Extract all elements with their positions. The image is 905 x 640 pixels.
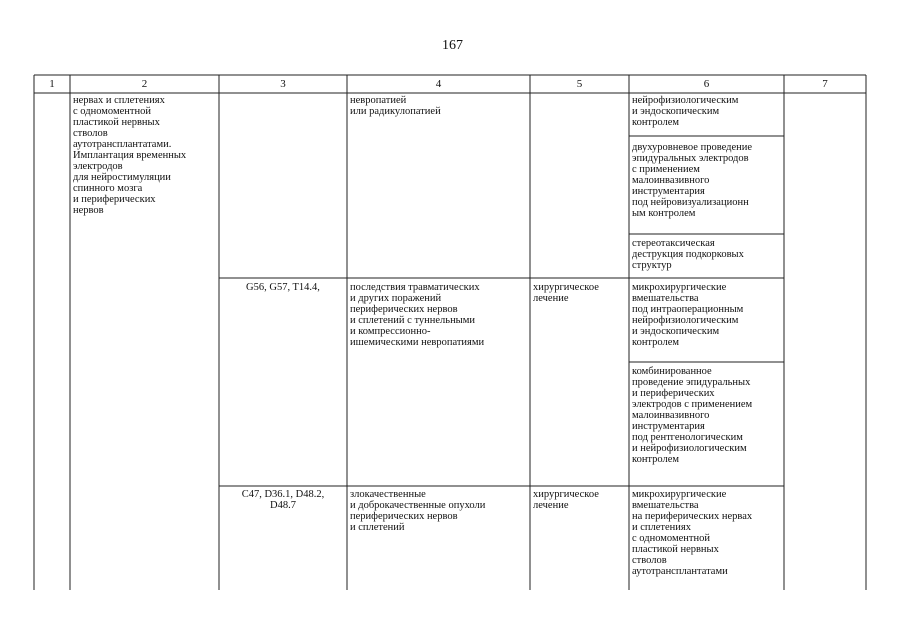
- header-col-4: 4: [435, 78, 442, 90]
- codes-cell: C47, D36.1, D48.2, D48.7: [241, 489, 325, 511]
- disease-cell: злокачественные и доброкачественные опухоли периферических нервов и сплетений: [350, 489, 486, 533]
- method-cell: нервах и сплетениях с одномоментной пластикой нервных стволов аутотрансплантатами. Имплантация временных электродов для нейростимуляции спинного мозга и периферических нервов: [73, 95, 187, 216]
- header-col-1: 1: [49, 78, 55, 90]
- surgery-cell: стереотаксическая деструкция подкорковых структур: [632, 238, 744, 271]
- header-col-6: 6: [703, 78, 710, 90]
- header-col-7: 7: [822, 78, 828, 90]
- disease-cell: последствия травматических и других поражений периферических нервов и сплетений с туннельными и компрессионно- ишемическими невропатиями: [350, 282, 485, 348]
- disease-cell: невропатией или радикулопатией: [350, 95, 441, 117]
- treatment-cell: хирургическое лечение: [533, 489, 599, 511]
- surgery-cell: комбинированное проведение эпидуральных и периферических электродов с применением малоинвазивного инструментария под рентгенологическим и нейрофизиологическим контролем: [632, 366, 753, 465]
- page-number: 167: [442, 38, 463, 53]
- treatment-cell: хирургическое лечение: [533, 282, 599, 304]
- surgery-cell: нейрофизиологическим и эндоскопическим контролем: [632, 95, 739, 128]
- header-col-3: 3: [280, 78, 286, 90]
- header-col-5: 5: [576, 78, 583, 90]
- header-col-2: 2: [141, 78, 148, 90]
- codes-cell: G56, G57, T14.4,: [246, 282, 320, 293]
- surgery-cell: микрохирургические вмешательства под интраоперационным нейрофизиологическим и эндоскопическим контролем: [632, 282, 744, 348]
- surgery-cell: микрохирургические вмешательства на периферических нервах и сплетениях с одномоментной пластикой нервных стволов аутотрансплантатами: [632, 489, 753, 577]
- surgery-cell: двухуровневое проведение эпидуральных электродов с применением малоинвазивного инструментария под нейровизуализационн ым контролем: [632, 142, 753, 219]
